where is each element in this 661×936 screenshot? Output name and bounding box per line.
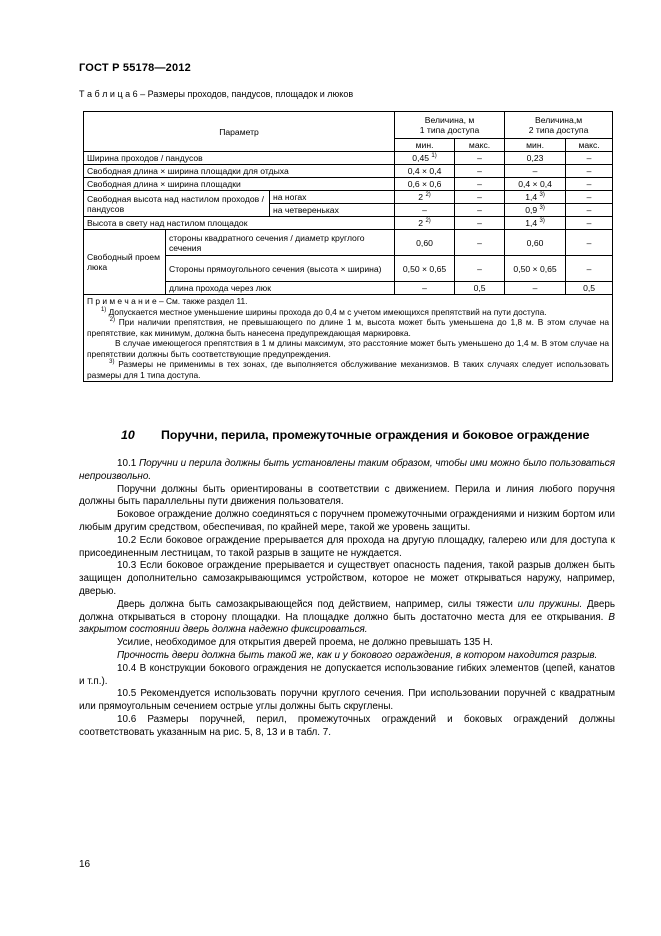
paragraph: 10.6 Размеры поручней, перил, промежуточных ограждений и боковых ограждений должны соответствовать указанным на рис. 5, 8, 13 и в табл. 7. — [79, 713, 615, 738]
paragraph: 10.1 Поручни и перила должны быть установлены таким образом, чтобы ими можно было пользоваться непроизвольно. — [79, 458, 615, 482]
note-2: $^{2)}$ При наличии препятствия, не превышающего по длине 1 м, высота может быть уменьшена до 1,8 м. В этом случае на препятствие, как минимум, должна быть нанесена предупреждающая маркировка. — [87, 317, 610, 338]
table-row: Свободный проем люка стороны квадратного сечения / диаметр круглого сечения 0,60 – 0,60 – — [84, 230, 613, 256]
table-row: на четвереньках – – 0,9 $^{3)}$ – — [84, 204, 613, 217]
paragraph: 10.4 В конструкции бокового ограждения не допускается использование гибких элементов (цепей, канатов и т.п.). — [79, 662, 615, 687]
table-row: длина прохода через люк – 0,5 – 0,5 — [84, 282, 613, 295]
section-title: Поручни, перила, промежуточные ограждения и боковое ограждение — [161, 428, 590, 442]
table-row: Ширина проходов / пандусов 0,45 $^{1)}$ – 0,23 – — [84, 152, 613, 165]
note-2b: В случае имеющегося препятствия в 1 м длины максимум, это расстояние может быть уменьшено до 1,4 м. В этом случае на препятствии должны быть соответствующие предупреждения. — [87, 338, 610, 359]
table-notes — [84, 295, 613, 382]
table-row: Свободная длина × ширина площадки 0,6 × 0,6 – 0,4 × 0,4 – — [84, 178, 613, 191]
paragraph: 10.3 Если боковое ограждение прерывается и существует опасность падения, такой разрыв должен быть защищен дополнительно самозакрывающимся устройством, которое не может открываться наружу, например, дверью. — [79, 560, 615, 597]
section-body — [79, 458, 615, 740]
note-1: $^{1)}$ Допускается местное уменьшение ширины прохода до 0,4 м с учетом имеющихся препятствий на пути доступа. — [100, 306, 547, 317]
note-3: $^{3)}$ Размеры не применимы в тех зонах, где выполняется обслуживание механизмов. В таких случаях следует использовать размеры для 1 типа доступа. — [87, 359, 610, 380]
paragraph: Прочность двери должна быть такой же, как и у бокового ограждения, в котором находится разрыв. — [117, 649, 598, 661]
table-row: Свободная высота над настилом проходов / пандусов на ногах 2 $^{2)}$ – 1,4 $^{3)}$ – — [84, 191, 613, 204]
table-row: Свободная длина × ширина площадки для отдыха 0,4 × 0,4 – – – — [84, 165, 613, 178]
paragraph: 10.2 Если боковое ограждение прерывается для прохода на другую площадку, галерею или для доступа к присоединенным лестницам, то такой разрыв в защите не нуждается. — [79, 534, 615, 559]
header-min: мин. — [505, 139, 566, 152]
table-row: Высота в свету над настилом площадок 2 $^{2)}$ – 1,4 $^{3)}$ – — [84, 217, 613, 230]
header-param: Параметр — [84, 112, 395, 152]
header-max: макс. — [566, 139, 613, 152]
section-heading — [79, 428, 615, 443]
standard-header: ГОСТ Р 55178—2012 — [79, 62, 191, 74]
section-number: 10 — [121, 428, 135, 442]
header-group1: Величина, м 1 типа доступа — [395, 112, 505, 139]
header-min: мин. — [395, 139, 455, 152]
paragraph: Боковое ограждение должно соединяться с поручнем промежуточными ограждениями и низким бортом или любым другим средством, обеспечивая, по крайней мере, такой же уровень защиты. — [79, 509, 615, 533]
paragraph: Усилие, необходимое для открытия дверей проема, не должно превышать 135 Н. — [117, 637, 493, 649]
paragraph: 10.5 Рекомендуется использовать поручни круглого сечения. При использовании поручней с квадратным или прямоугольным сечением острые углы должны быть скруглены. — [79, 688, 615, 713]
note-title: П р и м е ч а н и е – См. также раздел 11. — [87, 296, 248, 306]
paragraph: Дверь должна быть самозакрывающейся под действием, например, силы тяжести или пружины. Дверь должна открываться в сторону площадки. На площадке должно быть достаточно места для ее открывания. В закрытом состоянии дверь должна надежно фиксироваться. — [79, 598, 615, 636]
page-number: 16 — [79, 859, 91, 870]
dimensions-table — [83, 111, 613, 382]
header-max: макс. — [455, 139, 505, 152]
header-group2: Величина,м 2 типа доступа — [505, 112, 613, 139]
table-caption: Т а б л и ц а 6 – Размеры проходов, пандусов, площадок и люков — [79, 89, 354, 99]
table-row: Стороны прямоугольного сечения (высота × ширина) 0,50 × 0,65 – 0,50 × 0,65 – — [84, 256, 613, 282]
paragraph: Поручни должны быть ориентированы в соответствии с движением. Перила и линия любого поручня должны быть параллельны пути движения пользователя. — [79, 483, 615, 508]
